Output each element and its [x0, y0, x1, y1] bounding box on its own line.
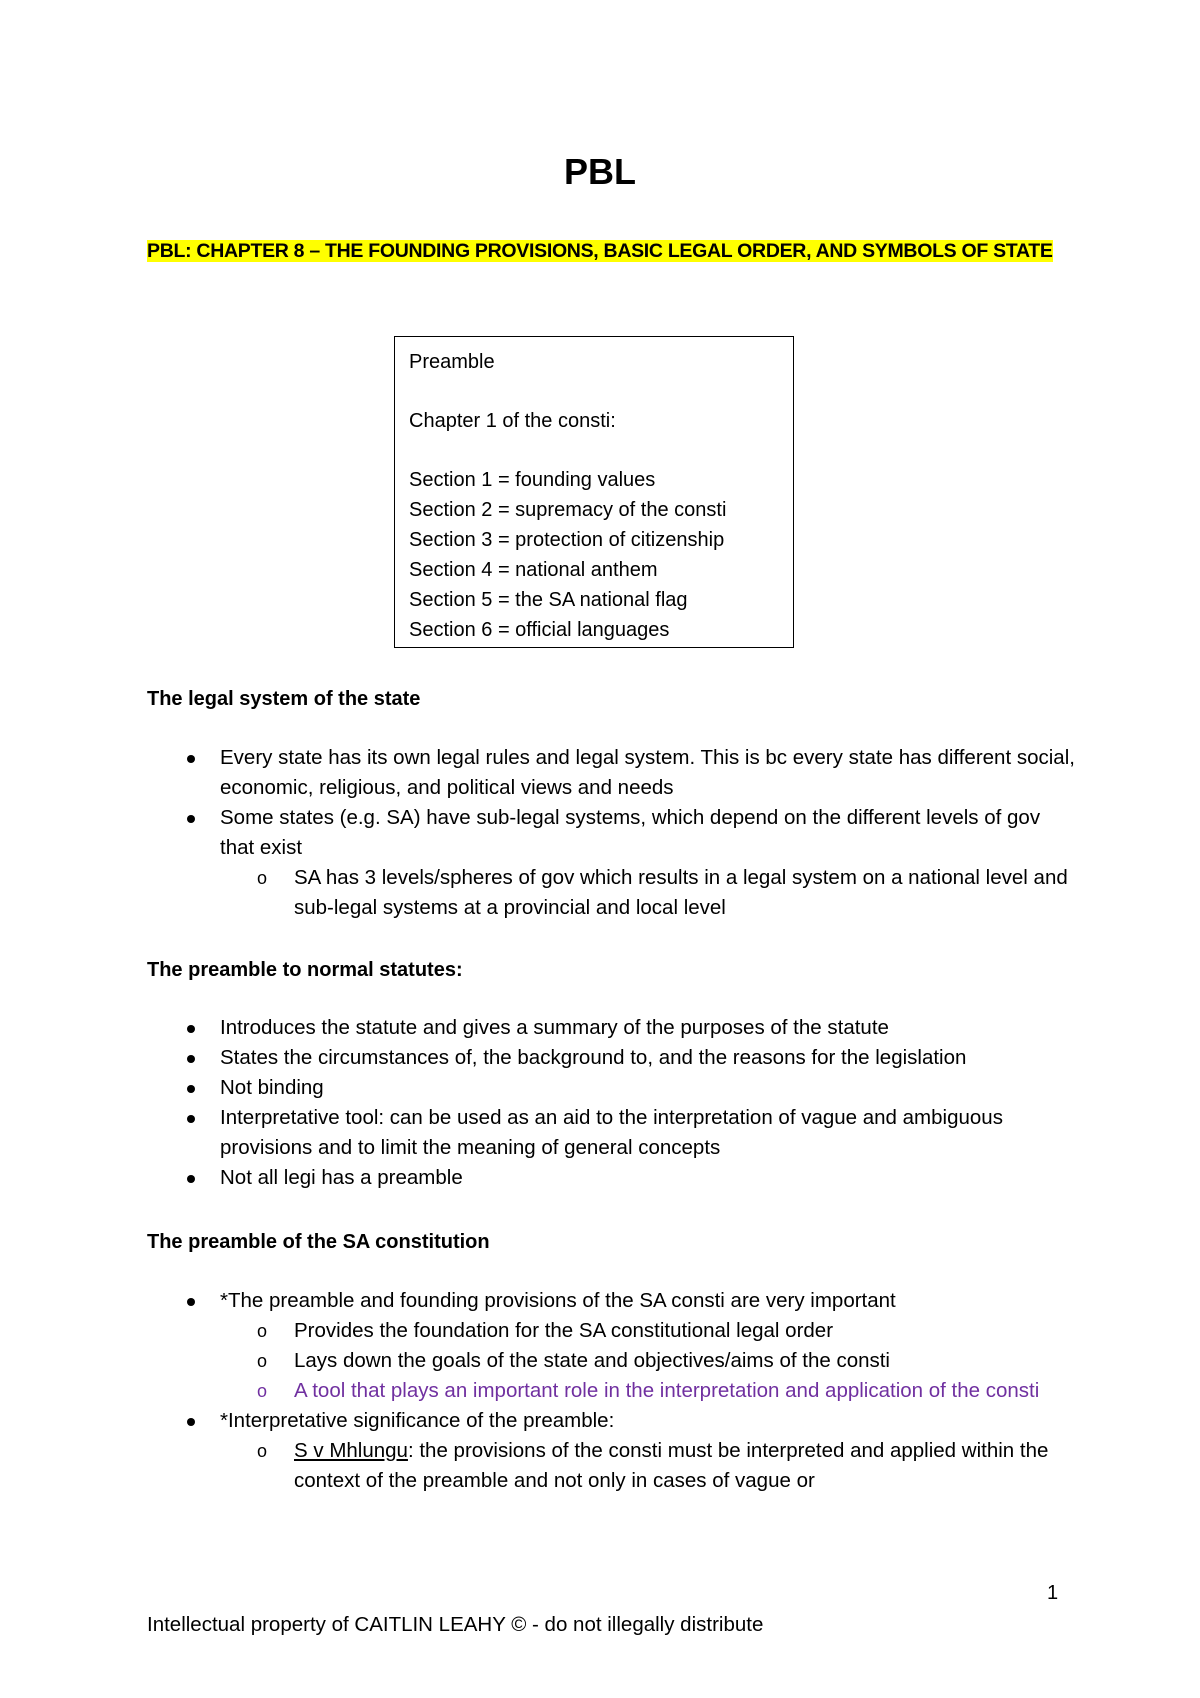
- bullet-icon: [187, 1025, 195, 1033]
- box-section: Section 1 = founding values: [409, 469, 656, 491]
- section-heading-preamble-sa: The preamble of the SA constitution: [147, 1231, 490, 1253]
- list-item: Some states (e.g. SA) have sub-legal systems, which depend on the different levels of gov that exist: [147, 803, 1077, 863]
- sub-list-item-highlighted: o A tool that plays an important role in the interpretation and application of the consti: [147, 1376, 1077, 1406]
- bullet-icon: [187, 1085, 195, 1093]
- bullet-icon: [187, 1418, 195, 1426]
- footer-copyright: Intellectual property of CAITLIN LEAHY © - do not illegally distribute: [147, 1613, 764, 1636]
- sub-list-item: o SA has 3 levels/spheres of gov which results in a legal system on a national level and sub-legal systems at a provincial and local level: [147, 863, 1077, 923]
- circle-bullet-icon: o: [257, 868, 268, 888]
- chapter-heading-text: PBL: CHAPTER 8 – THE FOUNDING PROVISIONS, BASIC LEGAL ORDER, AND SYMBOLS OF STATE: [147, 240, 1053, 262]
- box-section: Section 6 = official languages: [409, 619, 670, 641]
- sub-list-item: o Lays down the goals of the state and objectives/aims of the consti: [147, 1346, 1077, 1376]
- box-line-chapter: Chapter 1 of the consti:: [409, 410, 616, 432]
- list-item: Introduces the statute and gives a summary of the purposes of the statute: [147, 1013, 1077, 1043]
- list-item: Not all legi has a preamble: [147, 1163, 1077, 1193]
- preamble-sa-list: [147, 1286, 1077, 1496]
- preamble-summary-box: [394, 336, 794, 648]
- preamble-normal-list: [147, 1013, 1077, 1193]
- circle-bullet-icon: o: [257, 1441, 268, 1461]
- list-item: Every state has its own legal rules and legal system. This is bc every state has different social, economic, religious, and political views and needs: [147, 743, 1077, 803]
- list-item: Not binding: [147, 1073, 1077, 1103]
- page-number: 1: [1047, 1582, 1059, 1604]
- list-item: Interpretative tool: can be used as an aid to the interpretation of vague and ambiguous provisions and to limit the meaning of general concepts: [147, 1103, 1077, 1163]
- bullet-icon: [187, 1055, 195, 1063]
- box-line-preamble: Preamble: [409, 351, 495, 373]
- bullet-icon: [187, 1298, 195, 1306]
- list-item: *Interpretative significance of the preamble:: [147, 1406, 1077, 1436]
- sub-list-item: o Provides the foundation for the SA constitutional legal order: [147, 1316, 1077, 1346]
- legal-system-list: [147, 743, 1077, 923]
- list-item: States the circumstances of, the background to, and the reasons for the legislation: [147, 1043, 1077, 1073]
- section-heading-preamble-normal: The preamble to normal statutes:: [147, 959, 463, 981]
- bullet-icon: [187, 1175, 195, 1183]
- bullet-icon: [187, 755, 195, 763]
- sub-list-item: [147, 1436, 1077, 1496]
- case-text: : the provisions of the consti must be interpreted and applied within the context of the preamble and not only in cases of vague or: [294, 1439, 1049, 1492]
- box-section: Section 4 = national anthem: [409, 559, 658, 581]
- bullet-icon: [187, 815, 195, 823]
- box-section: Section 3 = protection of citizenship: [409, 529, 725, 551]
- case-name: S v Mhlungu: [294, 1439, 408, 1462]
- page-title: PBL: [564, 151, 636, 192]
- circle-bullet-icon: o: [257, 1381, 268, 1401]
- list-item: *The preamble and founding provisions of the SA consti are very important: [147, 1286, 1077, 1316]
- chapter-heading: [147, 237, 1067, 266]
- box-section: Section 2 = supremacy of the consti: [409, 499, 727, 521]
- bullet-icon: [187, 1115, 195, 1123]
- circle-bullet-icon: o: [257, 1351, 268, 1371]
- circle-bullet-icon: o: [257, 1321, 268, 1341]
- section-heading-legal-system: The legal system of the state: [147, 688, 421, 710]
- box-section: Section 5 = the SA national flag: [409, 589, 688, 611]
